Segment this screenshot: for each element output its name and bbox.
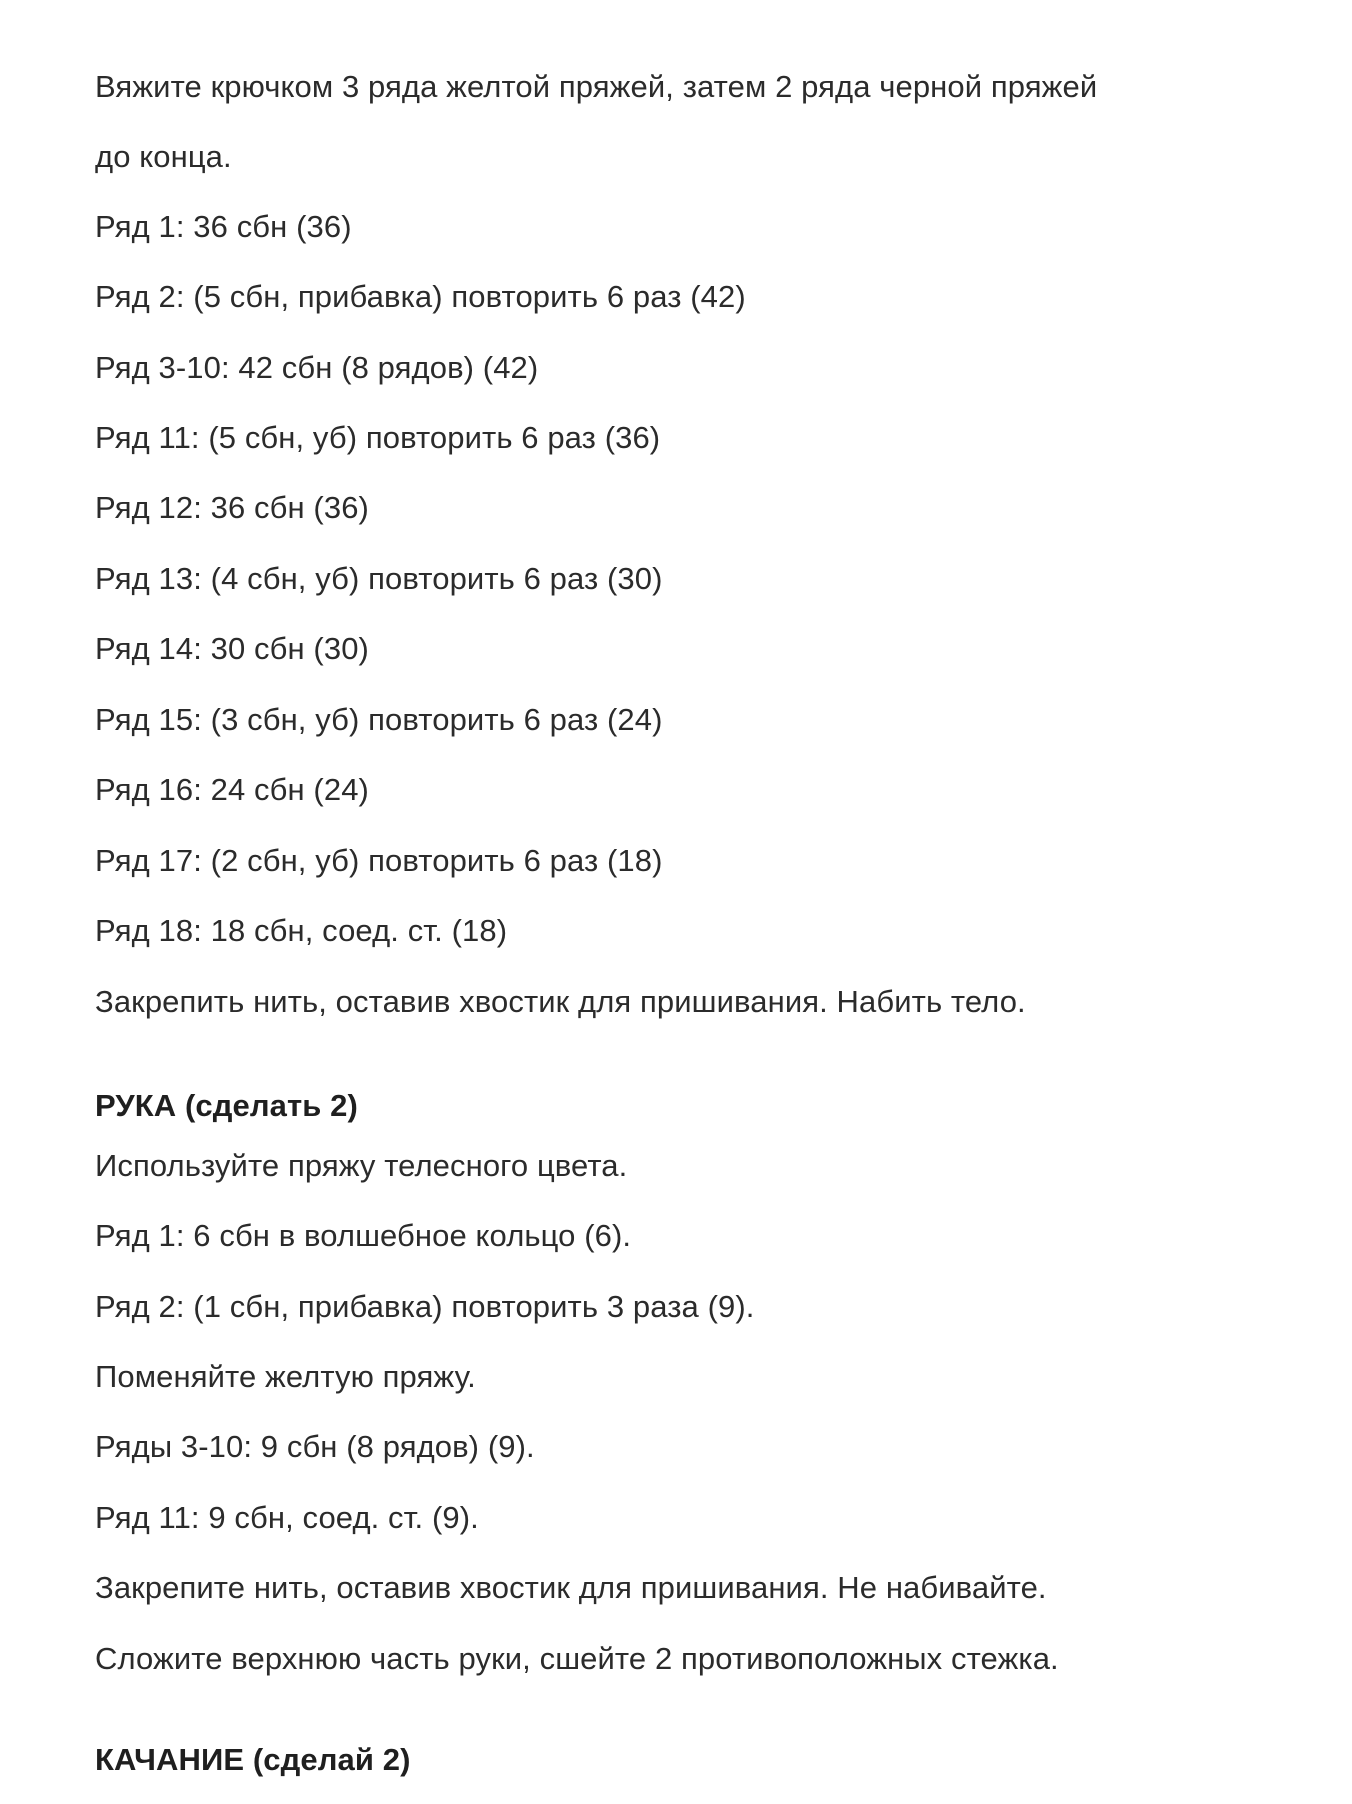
body-row-17: Ряд 17: (2 сбн, уб) повторить 6 раз (18): [95, 843, 663, 878]
intro-line-1: Вяжите крючком 3 ряда желтой пряжей, затем 2 ряда черной пряжей: [95, 69, 1098, 104]
arm-line-2: Ряд 1: 6 сбн в волшебное кольцо (6).: [95, 1218, 632, 1253]
body-row-16: Ряд 16: 24 сбн (24): [95, 772, 369, 807]
body-row-18: Ряд 18: 18 сбн, соед. ст. (18): [95, 913, 508, 948]
body-row-3-10: Ряд 3-10: 42 сбн (8 рядов) (42): [95, 350, 539, 385]
arm-line-4: Поменяйте желтую пряжу.: [95, 1359, 476, 1394]
body-row-2: Ряд 2: (5 сбн, прибавка) повторить 6 раз (42): [95, 279, 746, 314]
arm-line-6: Ряд 11: 9 сбн, соед. ст. (9).: [95, 1500, 479, 1535]
arm-line-5: Ряды 3-10: 9 сбн (8 рядов) (9).: [95, 1429, 535, 1464]
body-row-1: Ряд 1: 36 сбн (36): [95, 209, 352, 244]
next-section-heading: КАЧАНИЕ (сделай 2): [95, 1742, 411, 1777]
body-row-11: Ряд 11: (5 сбн, уб) повторить 6 раз (36): [95, 420, 661, 455]
arm-line-7: Закрепите нить, оставив хвостик для пришивания. Не набивайте.: [95, 1570, 1047, 1605]
body-row-14: Ряд 14: 30 сбн (30): [95, 631, 369, 666]
body-finish-instruction: Закрепить нить, оставив хвостик для пришивания. Набить тело.: [95, 984, 1026, 1019]
intro-line-2: до конца.: [95, 139, 232, 174]
body-row-12: Ряд 12: 36 сбн (36): [95, 490, 369, 525]
body-row-13: Ряд 13: (4 сбн, уб) повторить 6 раз (30): [95, 561, 663, 596]
body-row-15: Ряд 15: (3 сбн, уб) повторить 6 раз (24): [95, 702, 663, 737]
arm-line-8: Сложите верхнюю часть руки, сшейте 2 противоположных стежка.: [95, 1641, 1059, 1676]
arm-line-3: Ряд 2: (1 сбн, прибавка) повторить 3 раза (9).: [95, 1289, 755, 1324]
arm-section-heading: РУКА (сделать 2): [95, 1088, 358, 1123]
arm-line-1: Используйте пряжу телесного цвета.: [95, 1148, 628, 1183]
